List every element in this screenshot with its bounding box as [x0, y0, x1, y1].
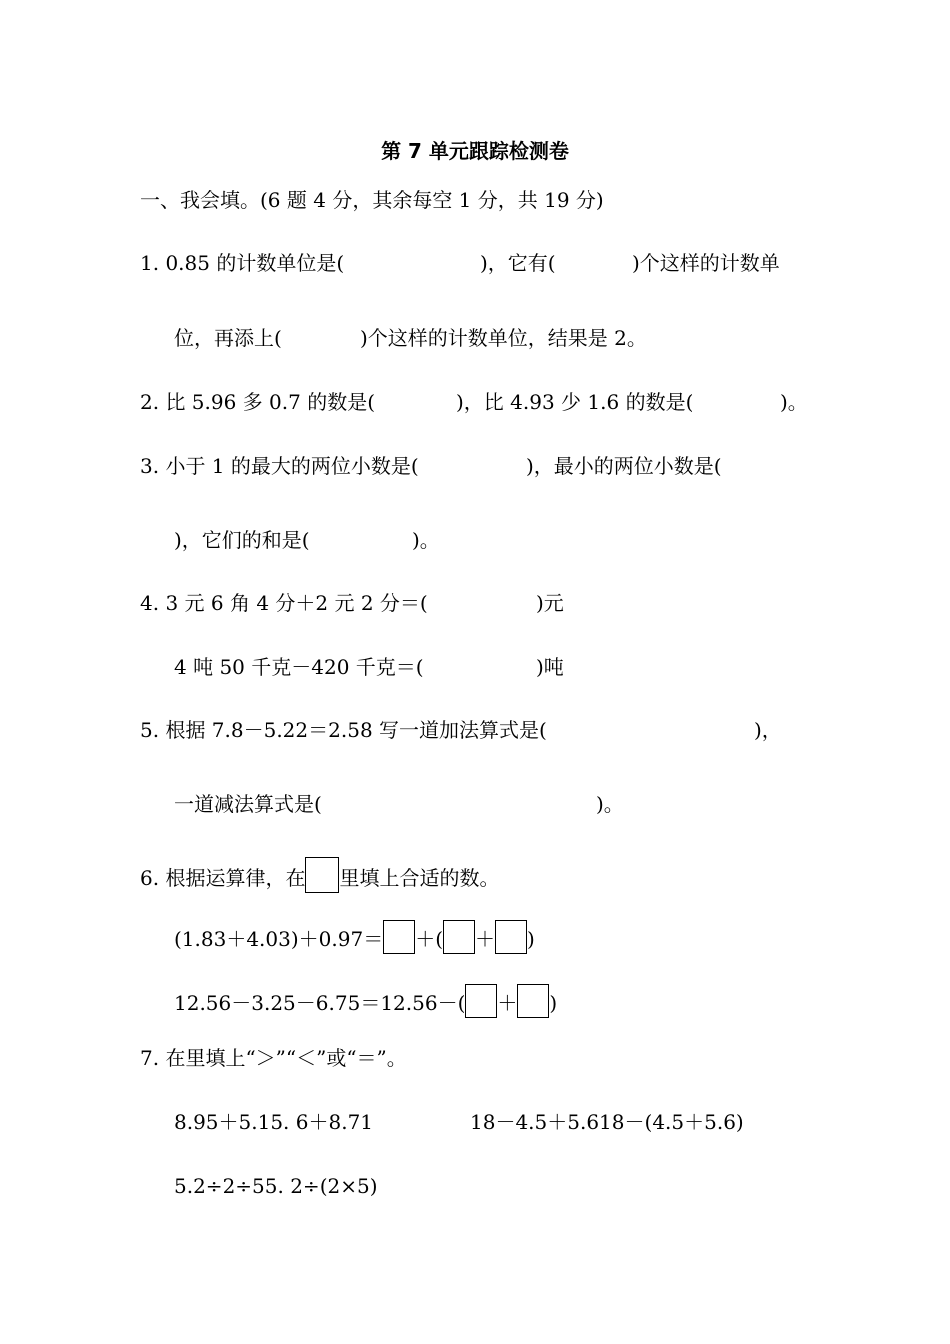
q6-equation-1 — [174, 920, 535, 951]
q2-text-a: 2. 比 5.96 多 0.7 的数是( — [140, 390, 376, 414]
q3-text-d: )。 — [412, 528, 440, 552]
q1-text-d: 位，再添上( — [174, 326, 282, 350]
section-heading: 一、我会填。(6 题 4 分，其余每空 1 分，共 19 分) — [140, 188, 604, 212]
q4-text-c: 4 吨 50 千克－420 千克＝( — [174, 655, 424, 679]
q6-e2-a: 12.56－3.25－6.75＝12.56－( — [174, 991, 466, 1015]
q6-e2-b: ＋ — [497, 991, 518, 1015]
q3-text-c: )，它们的和是( — [174, 528, 310, 552]
q3-text-b: )，最小的两位小数是( — [526, 454, 722, 478]
q6-heading — [140, 857, 500, 890]
q6-e1-c: ＋ — [475, 927, 496, 951]
q4-text-b: )元 — [536, 591, 564, 615]
q4-text-a: 4. 3 元 6 角 4 分＋2 元 2 分＝( — [140, 591, 428, 615]
q4-text-d: )吨 — [536, 655, 564, 679]
q6-text-a: 6. 根据运算律，在 — [140, 866, 306, 890]
q7-compare-2: 18－4.5＋5.618－(4.5＋5.6) — [470, 1110, 744, 1134]
q7-compare-1: 8.95＋5.15. 6＋8.71 — [174, 1110, 374, 1134]
q7-compare-3: 5.2÷2÷55. 2÷(2×5) — [174, 1174, 378, 1198]
q3-text-a: 3. 小于 1 的最大的两位小数是( — [140, 454, 419, 478]
answer-box[interactable] — [517, 984, 549, 1018]
answer-box[interactable] — [465, 984, 497, 1018]
q6-e2-c: ) — [549, 991, 558, 1015]
q1-text-b: )，它有( — [480, 251, 556, 275]
q5-text-a: 5. 根据 7.8－5.22＝2.58 写一道加法算式是( — [140, 718, 547, 742]
q6-e1-d: ) — [527, 927, 535, 951]
q5-text-d: )。 — [596, 792, 624, 816]
q1-text-a: 1. 0.85 的计数单位是( — [140, 251, 345, 275]
answer-box[interactable] — [495, 920, 527, 954]
answer-box[interactable] — [443, 920, 475, 954]
q6-e1-a: (1.83＋4.03)＋0.97＝ — [174, 927, 384, 951]
q2-text-c: )。 — [780, 390, 808, 414]
q2-text-b: )，比 4.93 少 1.6 的数是( — [456, 390, 694, 414]
q5-text-b: )， — [754, 718, 782, 742]
answer-box[interactable] — [305, 857, 339, 893]
answer-box[interactable] — [383, 920, 415, 954]
page-title: 第 7 单元跟踪检测卷 — [381, 139, 569, 163]
q6-e1-b: ＋( — [415, 927, 444, 951]
q1-text-c: )个这样的计数单 — [632, 251, 780, 275]
q1-text-e: )个这样的计数单位，结果是 2。 — [360, 326, 647, 350]
q5-text-c: 一道减法算式是( — [174, 792, 322, 816]
q6-text-b: 里填上合适的数。 — [339, 866, 500, 890]
q6-equation-2 — [174, 984, 558, 1015]
q7-heading: 7. 在里填上“＞”“＜”或“＝”。 — [140, 1046, 407, 1070]
